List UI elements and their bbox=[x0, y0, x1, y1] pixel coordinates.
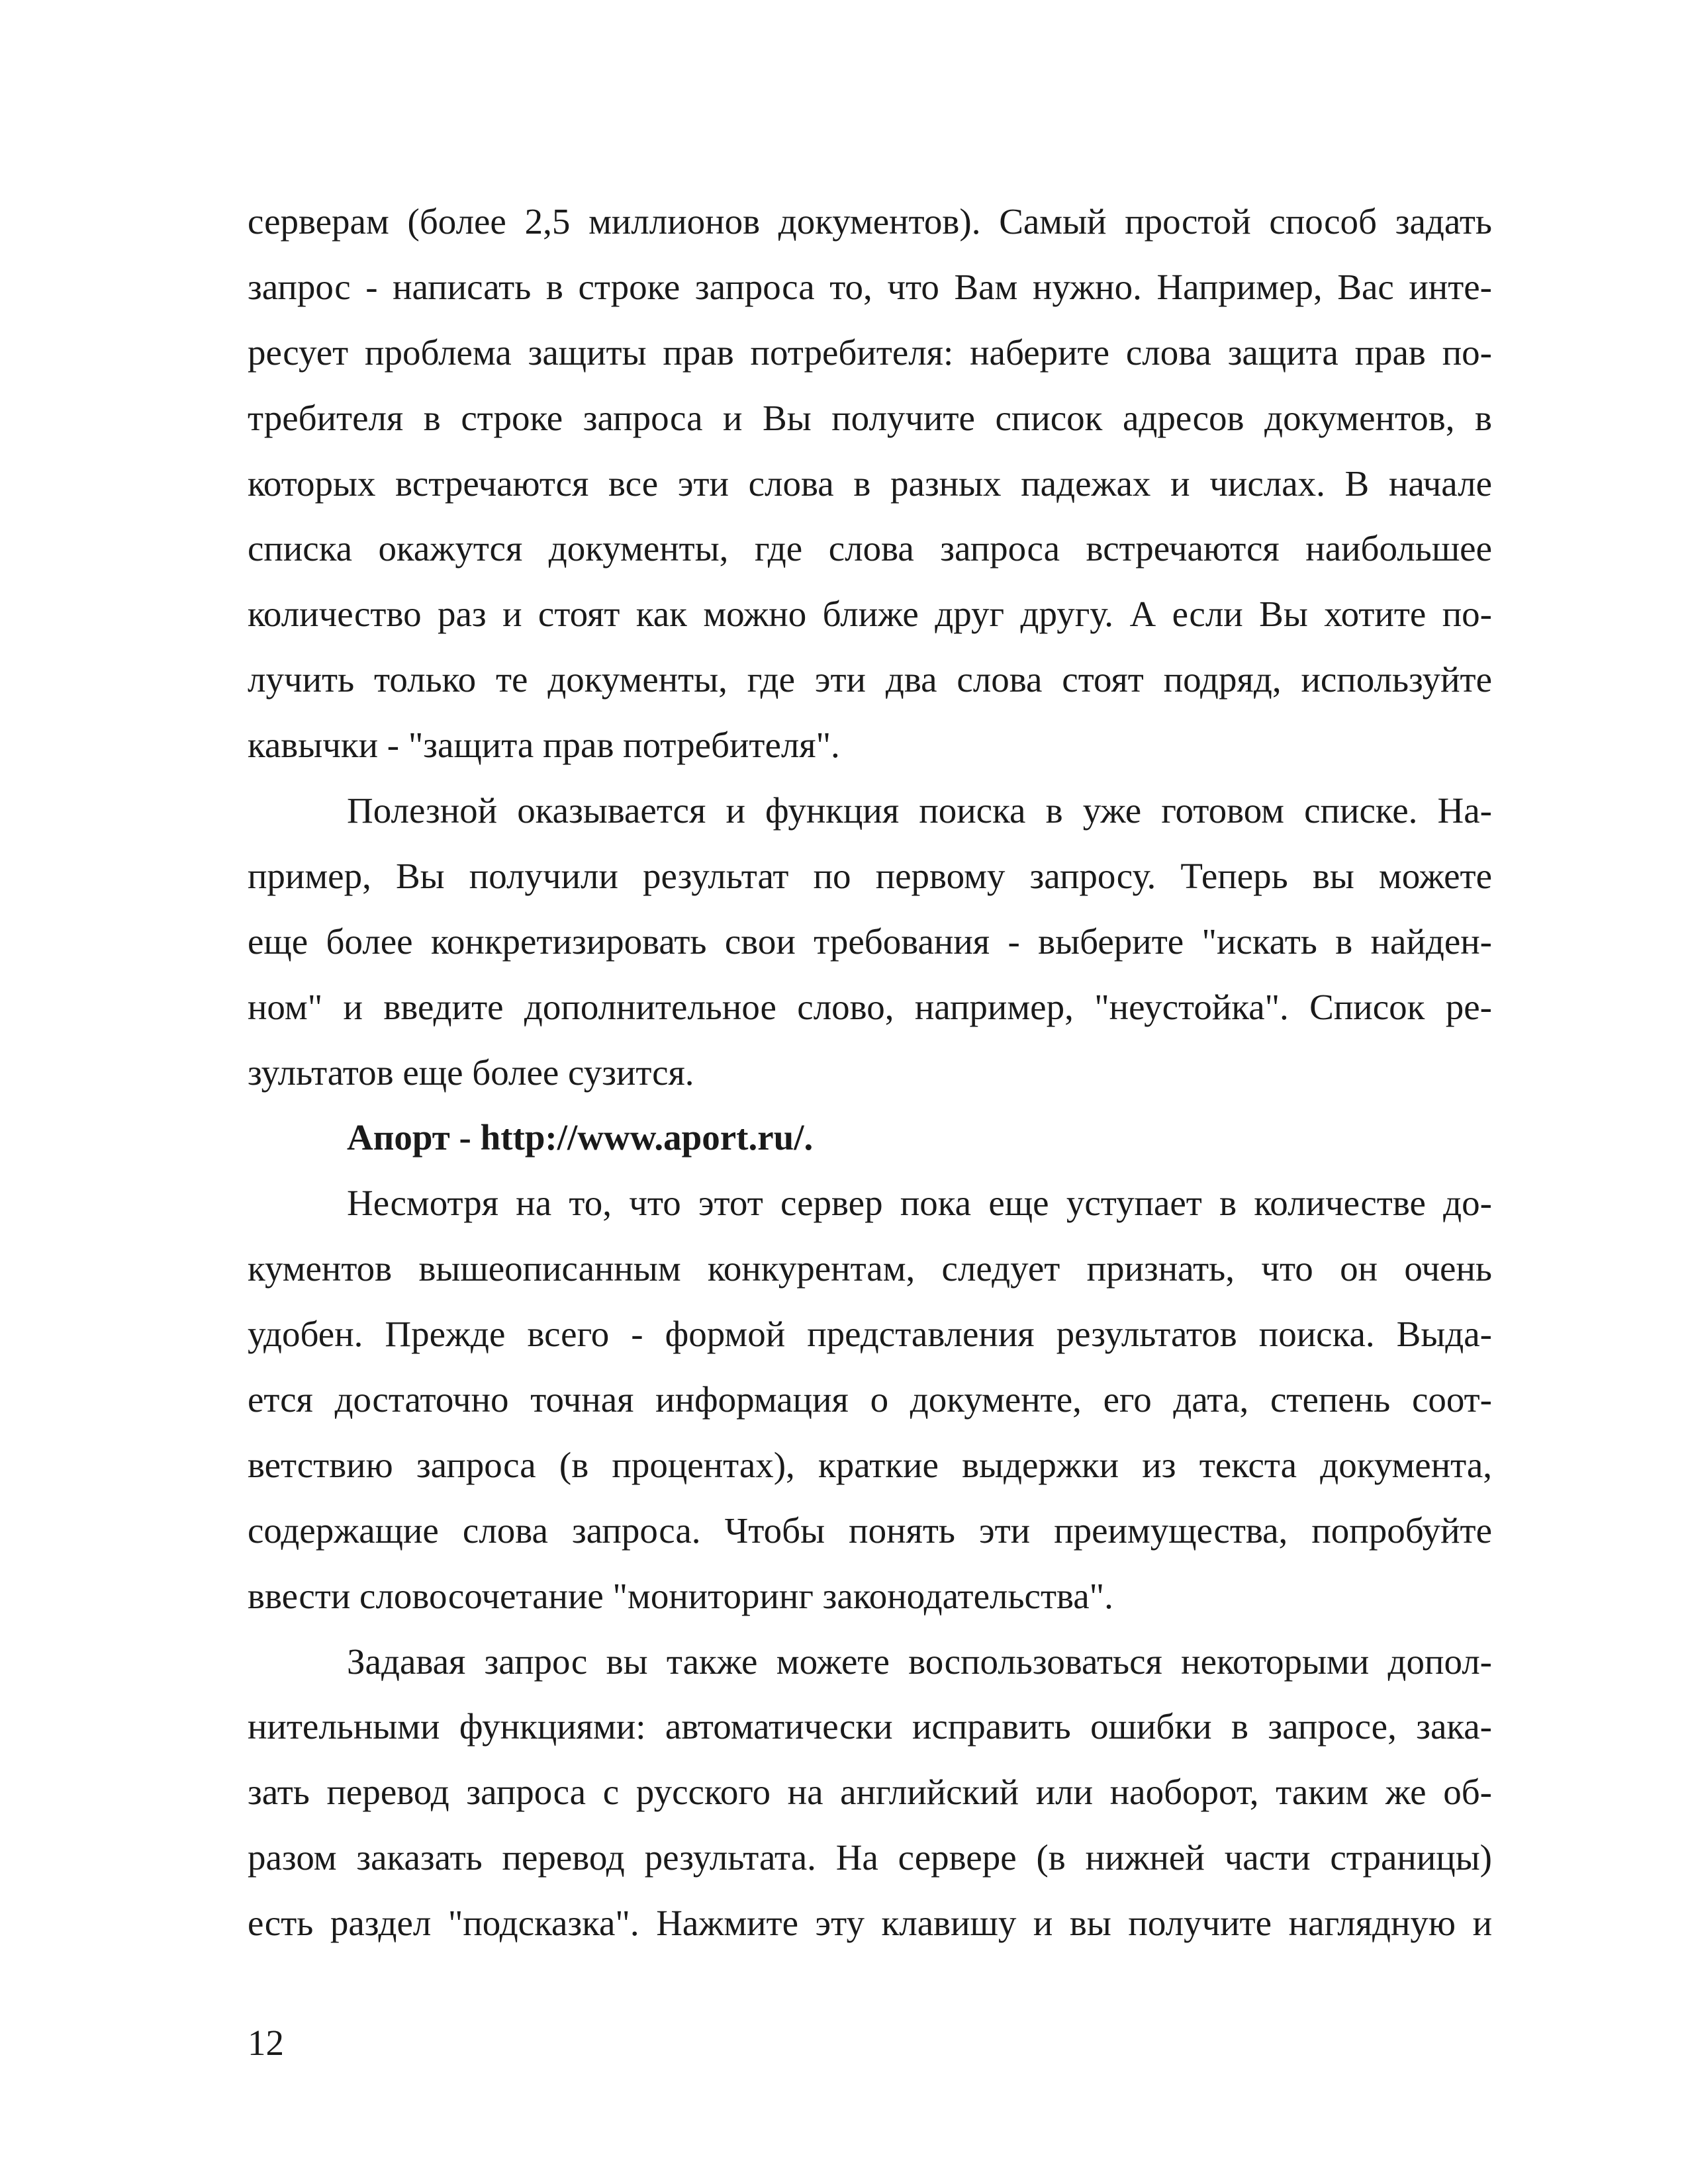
text-line: Задавая запрос вы также можете воспользоваться некоторыми допол- bbox=[347, 1641, 1492, 1682]
text-line: ресует проблема защиты прав потребителя: наберите слова защита прав по- bbox=[248, 332, 1492, 373]
text-line: ввести словосочетание "мониторинг законодательства". bbox=[248, 1575, 1113, 1616]
text-line: зать перевод запроса с русского на английский или наоборот, таким же об- bbox=[248, 1772, 1492, 1813]
paragraph-1 bbox=[248, 189, 1492, 778]
text-line: количество раз и стоят как можно ближе друг другу. А если Вы хотите по- bbox=[248, 594, 1492, 635]
text-line: есть раздел "подсказка". Нажмите эту клавишу и вы получите наглядную и bbox=[248, 1903, 1492, 1944]
text-line: запрос - написать в строке запроса то, что Вам нужно. Например, Вас инте- bbox=[248, 266, 1492, 307]
text-line: пример, Вы получили результат по первому запросу. Теперь вы можете bbox=[248, 855, 1492, 896]
text-line: ветствию запроса (в процентах), краткие выдержки из текста документа, bbox=[248, 1444, 1492, 1485]
page-number: 12 bbox=[248, 2023, 284, 2063]
text-line: ном" и введите дополнительное слово, например, "неустойка". Список ре- bbox=[248, 986, 1492, 1027]
section-heading bbox=[248, 1105, 1492, 1171]
text-line: которых встречаются все эти слова в разных падежах и числах. В начале bbox=[248, 463, 1492, 504]
text-line: Несмотря на то, что этот сервер пока еще уступает в количестве до- bbox=[347, 1183, 1492, 1224]
paragraph-3 bbox=[248, 1171, 1492, 1629]
paragraph-4 bbox=[248, 1629, 1492, 1956]
text-line: удобен. Прежде всего - формой представления результатов поиска. Выда- bbox=[248, 1314, 1492, 1355]
page-body bbox=[248, 189, 1492, 1956]
text-line: лучить только те документы, где эти два слова стоят подряд, используйте bbox=[248, 659, 1492, 700]
text-line: списка окажутся документы, где слова запроса встречаются наибольшее bbox=[248, 528, 1492, 569]
text-line: серверам (более 2,5 миллионов документов). Самый простой способ задать bbox=[248, 201, 1492, 242]
section-heading-text: Апорт - http://www.aport.ru/. bbox=[347, 1117, 814, 1158]
text-line: кументов вышеописанным конкурентам, следует признать, что он очень bbox=[248, 1248, 1492, 1289]
text-line: ется достаточно точная информация о документе, его дата, степень соот- bbox=[248, 1379, 1492, 1420]
text-line: еще более конкретизировать свои требования - выберите "искать в найден- bbox=[248, 921, 1492, 962]
text-line: требителя в строке запроса и Вы получите список адресов документов, в bbox=[248, 397, 1492, 438]
text-line: разом заказать перевод результата. На сервере (в нижней части страницы) bbox=[248, 1837, 1492, 1878]
text-line: содержащие слова запроса. Чтобы понять эти преимущества, попробуйте bbox=[248, 1510, 1492, 1551]
paragraph-2 bbox=[248, 778, 1492, 1105]
text-line: кавычки - "защита прав потребителя". bbox=[248, 725, 840, 766]
text-line: зультатов еще более сузится. bbox=[248, 1052, 694, 1093]
text-line: нительными функциями: автоматически исправить ошибки в запросе, зака- bbox=[248, 1706, 1492, 1747]
text-line: Полезной оказывается и функция поиска в уже готовом списке. На- bbox=[347, 790, 1492, 831]
